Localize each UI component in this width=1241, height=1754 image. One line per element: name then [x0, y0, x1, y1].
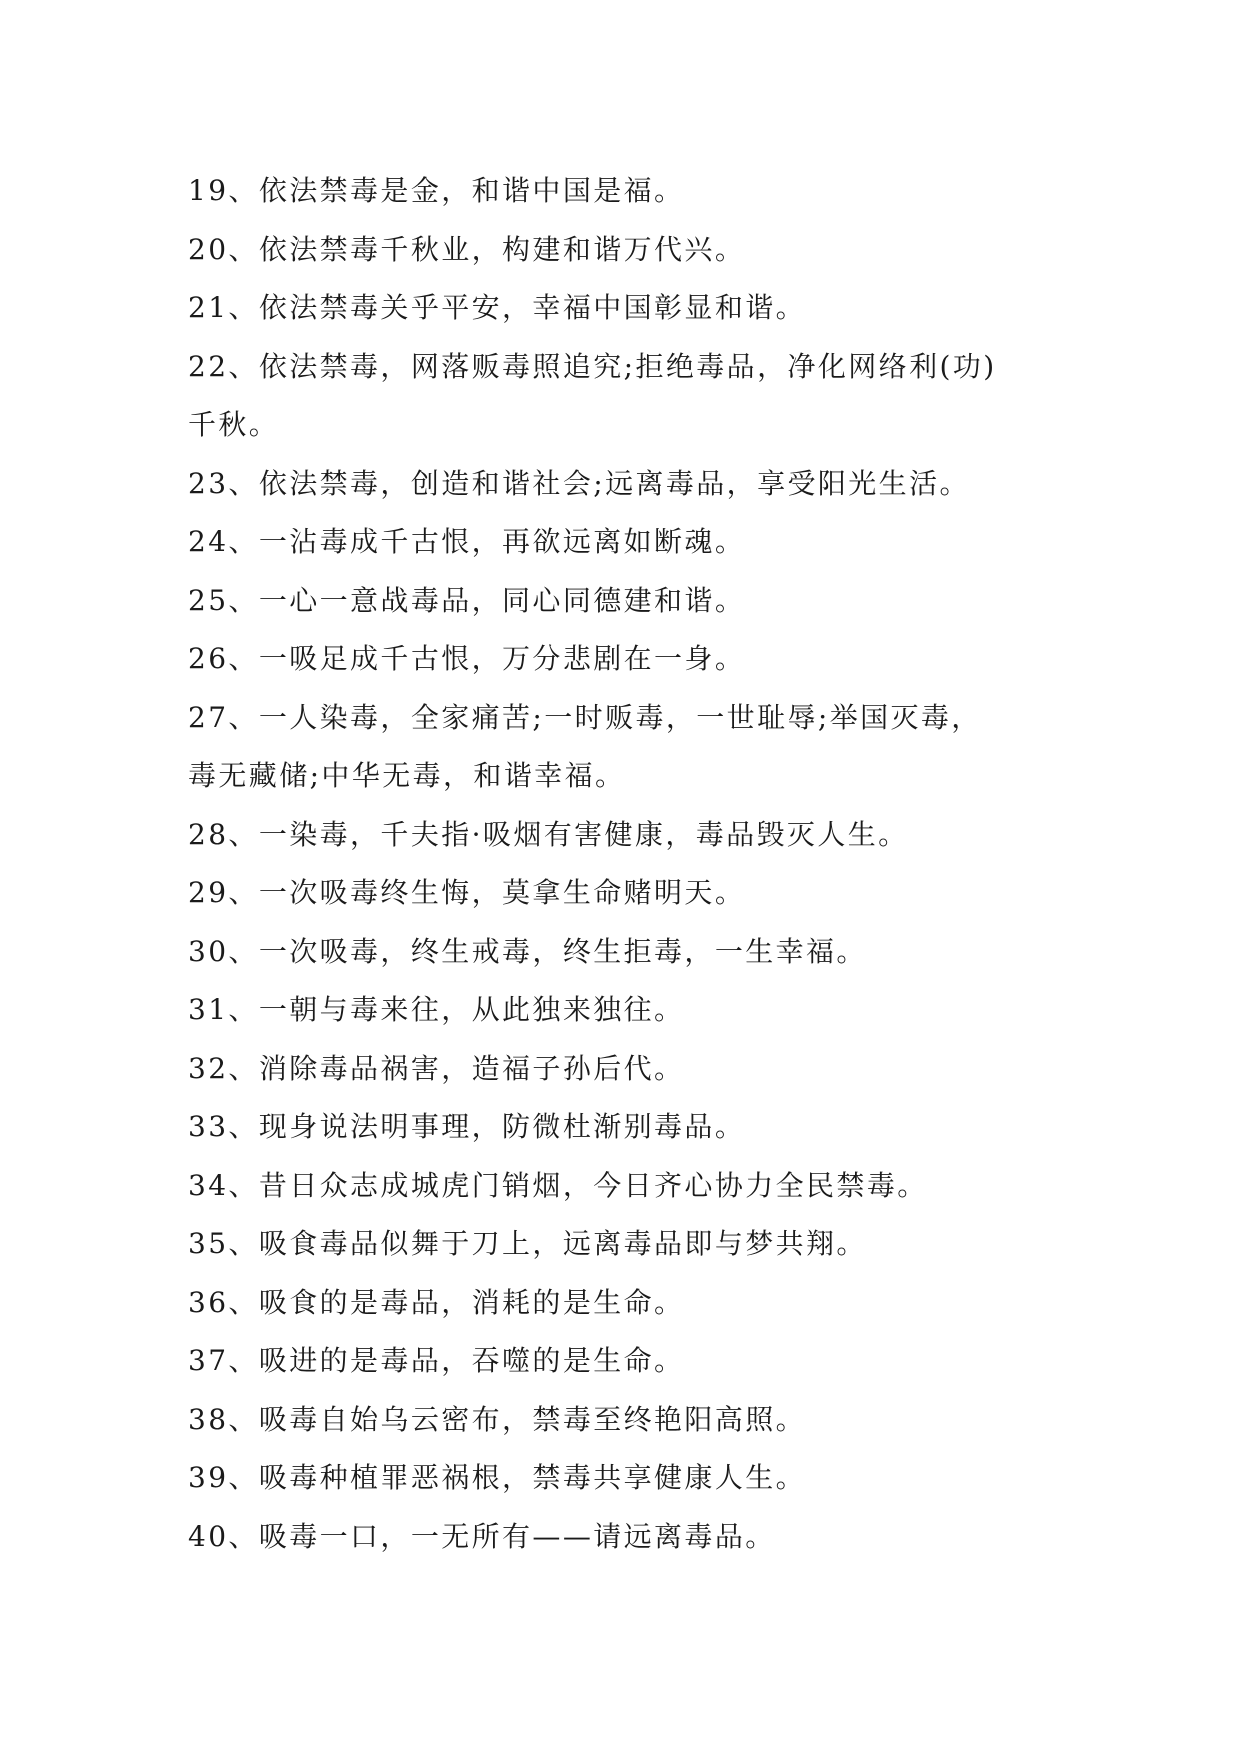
- text-line-22: 22、依法禁毒，网落贩毒照追究;拒绝毒品，净化网络利(功): [188, 349, 997, 383]
- text-line-20: 20、依法禁毒千秋业，构建和谐万代兴。: [188, 232, 746, 266]
- text-line-27-continued: 毒无藏储;中华无毒，和谐幸福。: [188, 759, 626, 792]
- text-line-23: 23、依法禁毒，创造和谐社会;远离毒品，享受阳光生活。: [188, 466, 970, 500]
- text-line-26: 26、一吸足成千古恨，万分悲剧在一身。: [188, 642, 746, 675]
- text-line-28: 28、一染毒，千夫指·吸烟有害健康，毒品毁灭人生。: [188, 817, 909, 851]
- text-line-37: 37、吸进的是毒品，吞噬的是生命。: [188, 1344, 685, 1377]
- text-line-27: 27、一人染毒，全家痛苦;一时贩毒，一世耻辱;举国灭毒，: [188, 700, 982, 734]
- text-line-32: 32、消除毒品祸害，造福子孙后代。: [188, 1051, 685, 1085]
- text-line-31: 31、一朝与毒来往，从此独来独往。: [188, 993, 685, 1026]
- text-line-21: 21、依法禁毒关乎平安，幸福中国彰显和谐。: [188, 291, 807, 324]
- text-line-29: 29、一次吸毒终生悔，莫拿生命赌明天。: [188, 876, 746, 909]
- text-line-22-continued: 千秋。: [188, 408, 280, 441]
- text-line-34: 34、昔日众志成城虎门销烟，今日齐心协力全民禁毒。: [188, 1168, 928, 1202]
- text-line-35: 35、吸食毒品似舞于刀上，远离毒品即与梦共翔。: [188, 1227, 867, 1260]
- text-line-36: 36、吸食的是毒品，消耗的是生命。: [188, 1285, 685, 1319]
- text-line-39: 39、吸毒种植罪恶祸根，禁毒共享健康人生。: [188, 1461, 807, 1494]
- text-line-38: 38、吸毒自始乌云密布，禁毒至终艳阳高照。: [188, 1402, 807, 1436]
- slogan-list: [188, 162, 1068, 1566]
- text-line-25: 25、一心一意战毒品，同心同德建和谐。: [188, 583, 746, 617]
- text-line-30: 30、一次吸毒，终生戒毒，终生拒毒，一生幸福。: [188, 934, 867, 968]
- text-line-24: 24、一沾毒成千古恨，再欲远离如断魂。: [188, 525, 746, 558]
- text-line-40: 40、吸毒一口，一无所有——请远离毒品。: [188, 1519, 776, 1553]
- text-line-33: 33、现身说法明事理，防微杜渐别毒品。: [188, 1110, 746, 1143]
- text-line-19: 19、依法禁毒是金，和谐中国是福。: [188, 174, 685, 207]
